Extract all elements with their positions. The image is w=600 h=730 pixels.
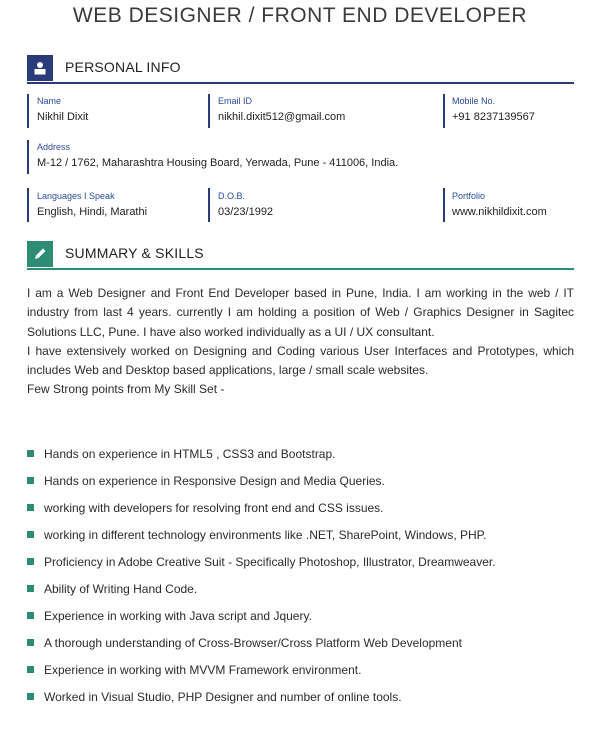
skill-item bbox=[27, 528, 574, 555]
bullet-icon bbox=[27, 639, 34, 646]
portfolio-field bbox=[452, 191, 547, 218]
user-icon bbox=[27, 55, 53, 81]
skill-text: working with developers for resolving front end and CSS issues. bbox=[44, 501, 384, 515]
skill-item bbox=[27, 582, 574, 609]
bullet-icon bbox=[27, 531, 34, 538]
mobile-field bbox=[452, 96, 535, 123]
skill-item bbox=[27, 636, 574, 663]
bullet-icon bbox=[27, 504, 34, 511]
personal-info-rule bbox=[27, 82, 574, 84]
dob-field bbox=[218, 191, 273, 218]
skill-text: working in different technology environments like .NET, SharePoint, Windows, PHP. bbox=[44, 528, 487, 542]
languages-field bbox=[37, 191, 147, 218]
skill-text: Hands on experience in HTML5 , CSS3 and Bootstrap. bbox=[44, 447, 336, 461]
address-field bbox=[37, 142, 398, 169]
skill-item bbox=[27, 555, 574, 582]
dob-value: 03/23/1992 bbox=[218, 206, 274, 218]
bullet-icon bbox=[27, 612, 34, 619]
name-field bbox=[37, 96, 88, 123]
email-label: Email ID bbox=[218, 96, 253, 106]
summary-skills-rule bbox=[27, 268, 574, 270]
skill-item bbox=[27, 474, 574, 501]
bullet-icon bbox=[27, 477, 34, 484]
skill-text: Experience in working with Java script and Jquery. bbox=[44, 609, 312, 623]
skill-text: Ability of Writing Hand Code. bbox=[44, 582, 198, 596]
bullet-icon bbox=[27, 585, 34, 592]
field-divider bbox=[208, 94, 210, 128]
pencil-icon bbox=[27, 241, 53, 267]
field-divider bbox=[27, 94, 29, 128]
personal-info-header bbox=[27, 55, 574, 83]
bullet-icon bbox=[27, 666, 34, 673]
email-value: nikhil.dixit512@gmail.com bbox=[218, 111, 346, 123]
portfolio-label: Portfolio bbox=[452, 191, 486, 201]
bullet-icon bbox=[27, 693, 34, 700]
skill-text: A thorough understanding of Cross-Browser/Cross Platform Web Development bbox=[44, 636, 462, 650]
summary-skills-heading: SUMMARY & SKILLS bbox=[65, 245, 204, 261]
skill-text: Hands on experience in Responsive Design and Media Queries. bbox=[44, 474, 385, 488]
summary-paragraph: I am a Web Designer and Front End Developer based in Pune, India. I am working in the web / IT industry from last 4 years. currently I am holding a position of Web / Graphics Designer in Sagitec Solutions LLC, Pune. I have also worked individually as a UI / UX consultant. bbox=[27, 286, 574, 339]
field-divider bbox=[27, 140, 29, 174]
bullet-icon bbox=[27, 450, 34, 457]
mobile-label: Mobile No. bbox=[452, 96, 496, 106]
languages-label: Languages I Speak bbox=[37, 191, 115, 201]
skill-text: Experience in working with MVVM Framework environment. bbox=[44, 663, 362, 677]
skill-item bbox=[27, 501, 574, 528]
languages-value: English, Hindi, Marathi bbox=[37, 206, 148, 218]
bullet-icon bbox=[27, 558, 34, 565]
skill-item bbox=[27, 447, 574, 474]
summary-paragraph: I have extensively worked on Designing and Coding various User Interfaces and Prototypes, which includes Web and Desktop based applications, large / small scale websites. bbox=[27, 343, 574, 378]
personal-info-heading: PERSONAL INFO bbox=[65, 59, 181, 75]
field-divider bbox=[208, 188, 210, 222]
field-divider bbox=[27, 188, 29, 222]
field-divider bbox=[443, 94, 445, 128]
skill-text: Proficiency in Adobe Creative Suit - Specifically Photoshop, Illustrator, Dreamweaver. bbox=[44, 555, 496, 569]
mobile-value: +91 8237139567 bbox=[452, 111, 535, 123]
name-value: Nikhil Dixit bbox=[37, 111, 89, 123]
name-label: Name bbox=[37, 96, 62, 106]
address-label: Address bbox=[37, 142, 71, 152]
resume-title: WEB DESIGNER / FRONT END DEVELOPER bbox=[72, 4, 528, 27]
summary-paragraph: Few Strong points from My Skill Set - bbox=[27, 382, 225, 397]
address-value: M-12 / 1762, Maharashtra Housing Board, Yerwada, Pune - 411006, India. bbox=[37, 157, 399, 169]
portfolio-value[interactable]: www.nikhildixit.com bbox=[452, 206, 547, 218]
skill-item bbox=[27, 690, 574, 717]
skills-list bbox=[27, 447, 574, 717]
dob-label: D.O.B. bbox=[218, 191, 246, 201]
skill-text: Worked in Visual Studio, PHP Designer and number of online tools. bbox=[44, 690, 402, 704]
skill-item bbox=[27, 663, 574, 690]
field-divider bbox=[443, 188, 445, 222]
summary-skills-header bbox=[27, 241, 574, 269]
email-field bbox=[218, 96, 345, 123]
summary-text bbox=[27, 284, 574, 400]
skill-item bbox=[27, 609, 574, 636]
